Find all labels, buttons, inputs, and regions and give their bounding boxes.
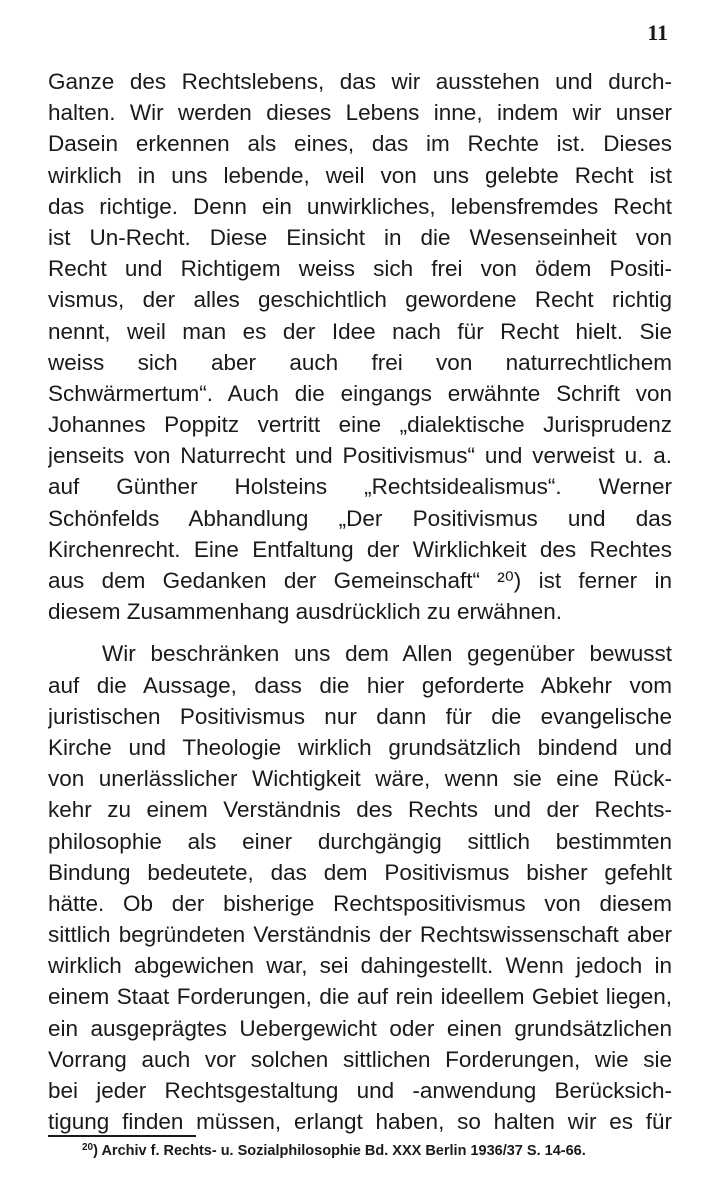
- paragraph-2: [48, 638, 672, 1137]
- text-line: bei jeder Rechtsgestaltung und -anwendung Berücksich-: [48, 1078, 672, 1103]
- text-line: diesem Zusammenhang ausdrücklich zu erwähnen.: [48, 599, 563, 625]
- text-line: halten. Wir werden dieses Lebens inne, indem wir unser: [48, 100, 672, 126]
- paragraph-gap: [48, 627, 672, 638]
- text-line: Bindung bedeutete, das dem Positivismus bisher gefehlt: [48, 859, 672, 885]
- text-line: Schwärmertum“. Auch die eingangs erwähnte Schrift von: [48, 380, 672, 406]
- text-line: ist Un-Recht. Diese Einsicht in die Wesenseinheit von: [48, 224, 672, 250]
- body-text: [48, 66, 672, 1137]
- text-line: nennt, weil man es der Idee nach für Recht hielt. Sie: [48, 318, 672, 344]
- text-line: das richtige. Denn ein unwirkliches, lebensfremdes Recht: [48, 193, 672, 219]
- text-line: vismus, der alles geschichtlich gewordene Recht richtig: [48, 287, 672, 313]
- text-line: Vorrang auch vor solchen sittlichen Forderungen, wie sie: [48, 1046, 672, 1072]
- text-line: kehr zu einem Verständnis des Rechts und der Rechts-: [48, 797, 672, 823]
- text-line: wirklich abgewichen war, sei dahingestellt. Wenn jedoch in: [48, 953, 672, 979]
- text-line: wirklich in uns lebende, weil von uns gelebte Recht ist: [48, 162, 672, 188]
- text-line: hätte. Ob der bisherige Rechtspositivismus von diesem: [48, 890, 672, 916]
- text-line: einem Staat Forderungen, die auf rein ideellem Gebiet liegen,: [48, 984, 672, 1010]
- text-line: aus dem Gedanken der Gemeinschaft“ ²⁰) ist ferner in: [48, 568, 672, 593]
- text-line: Kirchenrecht. Eine Entfaltung der Wirklichkeit des Rechtes: [48, 536, 672, 562]
- text-line: Wir beschränken uns dem Allen gegenüber bewusst: [102, 641, 672, 667]
- text-line: Kirche und Theologie wirklich grundsätzlich bindend und: [48, 734, 672, 760]
- text-line: jenseits von Naturrecht und Positivismus“ und verweist u. a.: [48, 443, 672, 469]
- text-line: auf Günther Holsteins „Rechtsidealismus“. Werner: [48, 474, 672, 500]
- text-line: Johannes Poppitz vertritt eine „dialektische Jurisprudenz: [48, 412, 672, 438]
- text-line: Schönfelds Abhandlung „Der Positivismus und das: [48, 505, 672, 531]
- footnote: $^{20}$) Archiv f. Rechts- u. Sozialphilosophie Bd. XXX Berlin 1936/37 S. 14-66.: [82, 1142, 586, 1159]
- text-line: tigung finden müssen, erlangt haben, so halten wir es für: [48, 1109, 672, 1135]
- page-number: 11: [647, 20, 668, 45]
- text-line: juristischen Positivismus nur dann für die evangelische: [48, 703, 672, 729]
- text-line: Dasein erkennen als eines, das im Rechte ist. Dieses: [48, 131, 672, 157]
- text-line: philosophie als einer durchgängig sittlich bestimmten: [48, 828, 672, 854]
- text-line: sittlich begründeten Verständnis der Rechtswissenschaft aber: [48, 922, 672, 948]
- paragraph-1: [48, 66, 672, 627]
- text-line: Ganze des Rechtslebens, das wir ausstehen und durch-: [48, 69, 672, 94]
- text-line: weiss sich aber auch frei von naturrechtlichem: [48, 349, 672, 375]
- text-line: auf die Aussage, dass die hier geforderte Abkehr vom: [48, 672, 672, 698]
- footnote-divider: [48, 1135, 196, 1137]
- text-line: Recht und Richtigem weiss sich frei von ödem Positi-: [48, 256, 672, 282]
- footnote-marker: 20: [82, 1142, 94, 1153]
- footnote-text: Archiv f. Rechts- u. Sozialphilosophie Bd. XXX Berlin 1936/37 S. 14-66.: [101, 1143, 586, 1159]
- text-line: von unerlässlicher Wichtigkeit wäre, wenn sie eine Rück-: [48, 766, 672, 792]
- text-line: ein ausgeprägtes Uebergewicht oder einen grundsätzlichen: [48, 1015, 672, 1041]
